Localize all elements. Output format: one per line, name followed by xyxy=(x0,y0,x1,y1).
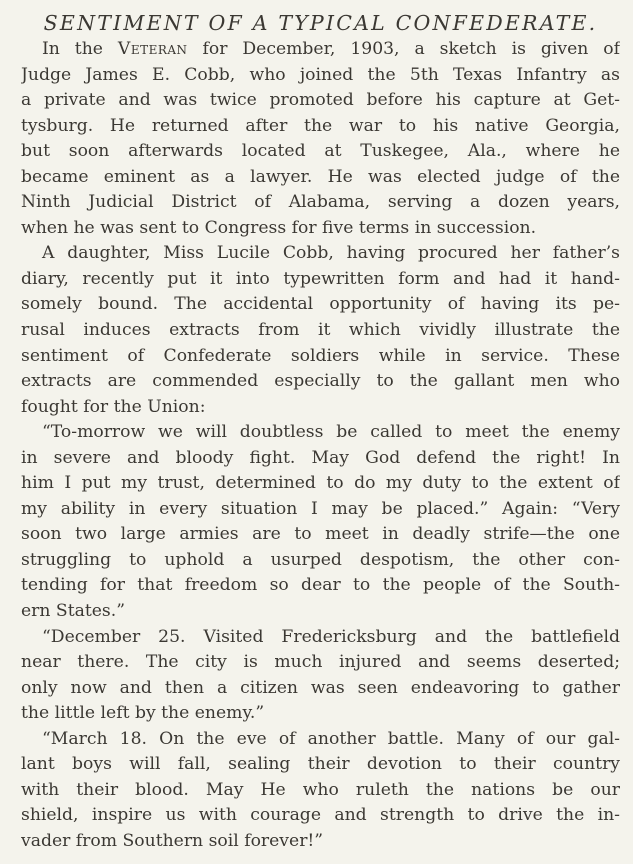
text-line: “To-morrow we will doubtless be called to meet the enemy xyxy=(42,422,620,443)
paragraph-cobb-sketch xyxy=(21,37,620,241)
text-line: lant boys will fall, sealing their devotion to their country xyxy=(21,754,620,775)
paragraph-quote-tomorrow xyxy=(21,420,620,624)
text-line: in severe and bloody fight. May God defend the right! In xyxy=(21,447,620,468)
paragraph-quote-march xyxy=(21,727,620,855)
text-line: with their blood. May He who ruleth the nations be our xyxy=(21,779,620,800)
text-line: In the Veteran for December, 1903, a sketch is given of xyxy=(42,39,620,59)
text-line: “March 18. On the eve of another battle. Many of our gal- xyxy=(42,728,620,749)
text-line: soon two large armies are to meet in deadly strife—the one xyxy=(21,524,620,545)
text-line: only now and then a citizen was seen endeavoring to gather xyxy=(21,677,620,698)
text-line: diary, recently put it into typewritten form and had it hand- xyxy=(21,268,620,289)
text-line: a private and was twice promoted before his capture at Get- xyxy=(21,90,620,111)
text-line: struggling to uphold a usurped despotism, the other con- xyxy=(21,549,620,570)
text-line: became eminent as a lawyer. He was elected judge of the xyxy=(21,166,620,187)
text-line: ern States.” xyxy=(21,601,125,622)
text-line: Ninth Judicial District of Alabama, serving a dozen years, xyxy=(21,192,620,213)
text-line: the little left by the enemy.” xyxy=(21,703,265,724)
text-line: extracts are commended especially to the gallant men who xyxy=(21,371,620,392)
text-line: when he was sent to Congress for five terms in succession. xyxy=(21,217,537,238)
text-line: somely bound. The accidental opportunity of having its pe- xyxy=(21,294,620,315)
text-line: shield, inspire us with courage and strength to drive the in- xyxy=(21,805,620,826)
paragraph-daughter-diary xyxy=(21,241,620,420)
text-line: Judge James E. Cobb, who joined the 5th Texas Infantry as xyxy=(21,64,620,85)
text-line: tysburg. He returned after the war to his native Georgia, xyxy=(21,115,620,136)
paragraph-quote-december xyxy=(21,625,620,727)
text-line: rusal induces extracts from it which vividly illustrate the xyxy=(21,320,620,341)
text-line: “December 25. Visited Fredericksburg and the battlefield xyxy=(42,626,620,647)
article-title: SENTIMENT OF A TYPICAL CONFEDERATE. xyxy=(43,11,598,35)
text-line: near there. The city is much injured and seems deserted; xyxy=(21,652,620,673)
publication-name: Veteran xyxy=(117,39,188,59)
text-line: A daughter, Miss Lucile Cobb, having procured her father’s xyxy=(42,243,620,264)
text-line: tending for that freedom so dear to the people of the South- xyxy=(21,575,620,596)
text-line: him I put my trust, determined to do my duty to the extent of xyxy=(21,473,620,494)
text-line: vader from Southern soil forever!” xyxy=(21,830,324,851)
text-line: fought for the Union: xyxy=(21,396,206,417)
text-line: but soon afterwards located at Tuskegee, Ala., where he xyxy=(21,141,620,162)
text-line: sentiment of Confederate soldiers while in service. These xyxy=(21,345,620,366)
text-line: my ability in every situation I may be placed.” Again: “Very xyxy=(21,498,620,519)
